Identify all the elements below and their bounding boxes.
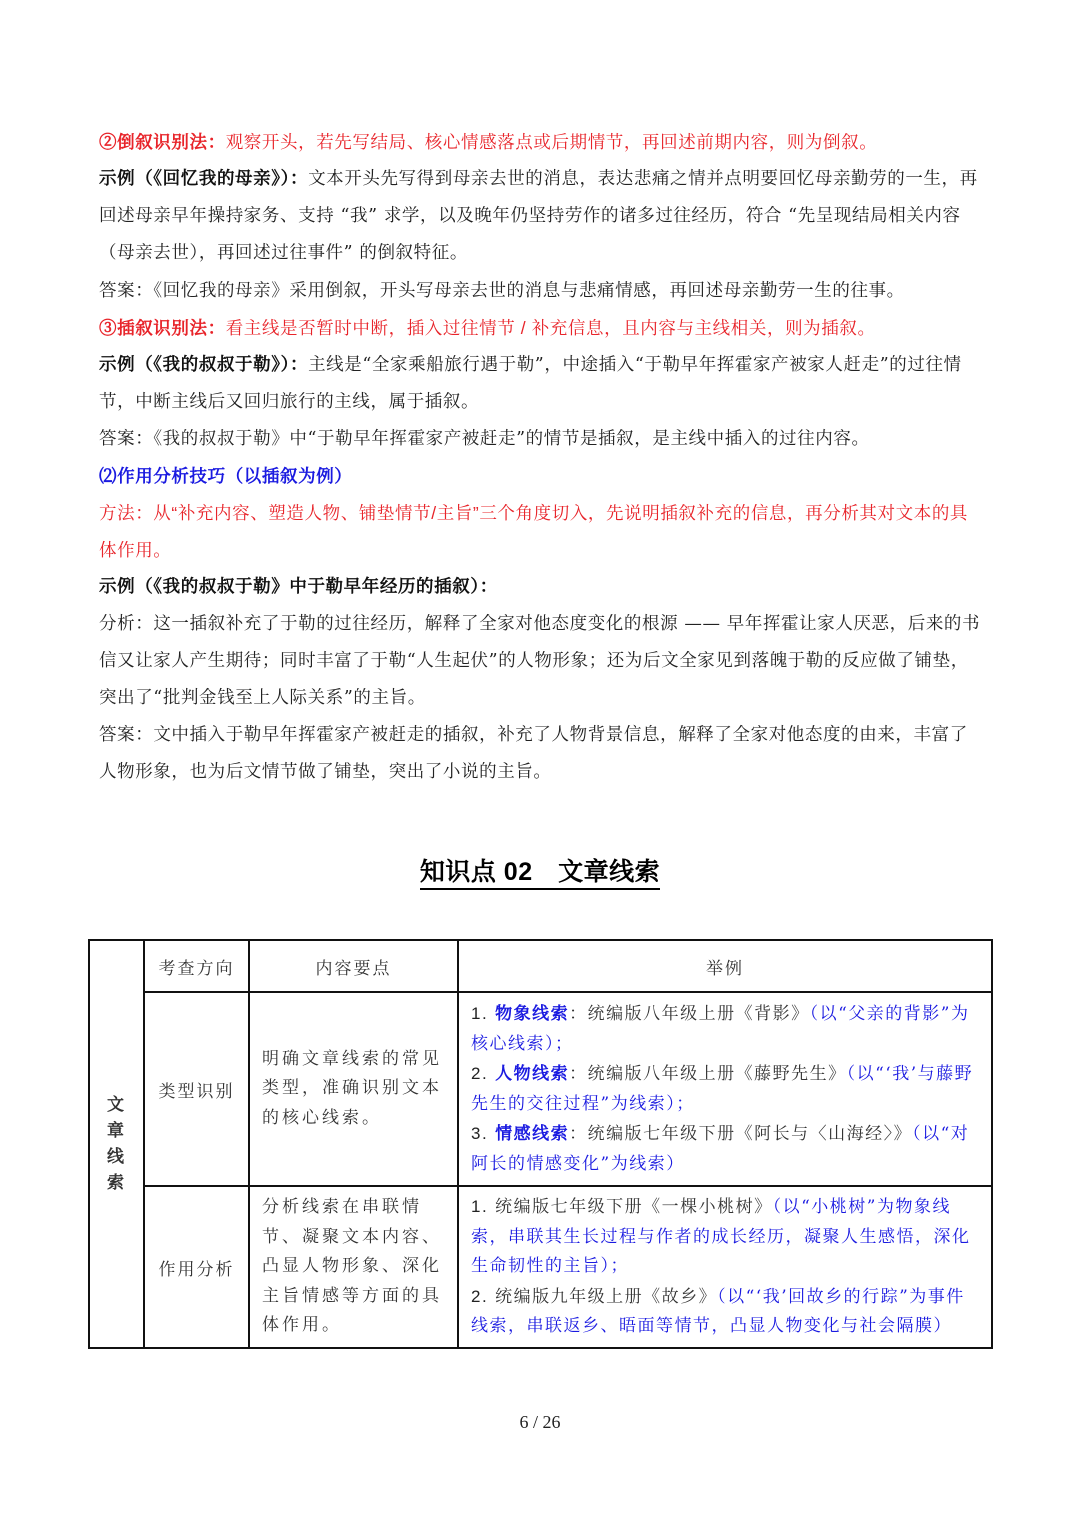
function-answer-text: 文中插入于勒早年挥霍家产被赶走的插叙，补充了人物背景信息，解释了全家对他态度的由来，丰富了人物形象，也为后文情节做了铺垫，突出了小说的主旨。 bbox=[99, 725, 968, 782]
example-item: 1. 统编版七年级下册《一棵小桃树》（以“小桃树”为物象线索，串联其生长过程与作者的成长经历，凝聚人生感悟，深化生命韧性的主旨）； bbox=[471, 1197, 971, 1277]
clue-type: 情感线索 bbox=[495, 1124, 570, 1144]
table-header-row bbox=[89, 940, 992, 992]
clue-table bbox=[88, 939, 993, 1349]
knowledge-point-title-text: 知识点 02 文章线索 bbox=[420, 858, 660, 890]
interpolation-answer bbox=[99, 421, 984, 458]
flashback-heading-text: 观察开头，若先写结局、核心情感落点或后期情节，再回述前期内容，则为倒叙。 bbox=[225, 132, 878, 152]
function-example-label: 示例（《我的叔叔于勒》中于勒早年经历的插叙）： bbox=[99, 577, 498, 597]
row-direction: 类型识别 bbox=[144, 992, 249, 1186]
table-row bbox=[89, 992, 992, 1186]
clue-type: 物象线索 bbox=[495, 1004, 570, 1024]
flashback-answer bbox=[99, 273, 984, 310]
function-analysis-label: 分析： bbox=[99, 614, 154, 634]
function-analysis-text: 这一插叙补充了于勒的过往经历，解释了全家对他态度变化的根源 —— 早年挥霍让家人厌恶，后来的书信又让家人产生期待；同时丰富了于勒“人生起伏”的人物形象；还为后文全家见到落魄于勒的反应做了铺垫，突出了“批判金钱至上人际关系”的主旨。 bbox=[99, 614, 981, 708]
example-item: 2. 人物线索：统编版八年级上册《藤野先生》（以“‘我’与藤野先生的交往过程”为线索）； bbox=[471, 1064, 974, 1114]
function-answer bbox=[99, 717, 984, 791]
clue-type: 人物线索 bbox=[495, 1064, 570, 1084]
interpolation-heading bbox=[99, 310, 984, 348]
row-examples bbox=[458, 992, 992, 1186]
knowledge-point-title bbox=[0, 852, 1080, 888]
row-points: 明确文章线索的常见类型，准确识别文本的核心线索。 bbox=[249, 992, 458, 1186]
row-points: 分析线索在串联情节、凝聚文本内容、凸显人物形象、深化主旨情感等方面的具体作用。 bbox=[249, 1186, 458, 1348]
flashback-example-text: 文本开头先写得到母亲去世的消息，表达悲痛之情并点明要回忆母亲勤劳的一生，再回述母亲早年操持家务、支持 “我” 求学，以及晚年仍坚持劳作的诸多过往经历，符合 “先呈现结局相关内容（母亲去世），再回述过往事件” 的倒叙特征。 bbox=[99, 169, 978, 263]
interpolation-answer-text: 《我的叔叔于勒》中“于勒早年挥霍家产被赶走”的情节是插叙，是主线中插入的过往内容。 bbox=[153, 429, 870, 449]
flashback-example bbox=[99, 161, 984, 272]
function-answer-label: 答案： bbox=[99, 725, 154, 745]
table-side-label: 文章线索 bbox=[89, 940, 144, 1348]
flashback-answer-text: 《回忆我的母亲》采用倒叙，开头写母亲去世的消息与悲痛情感，再回述母亲勤劳一生的往事。 bbox=[153, 281, 905, 301]
example-item: 3. 情感线索：统编版七年级下册《阿长与〈山海经〉》（以“对阿长的情感变化”为线索） bbox=[471, 1124, 970, 1174]
header-examples: 举例 bbox=[458, 940, 992, 992]
interpolation-answer-label: 答案： bbox=[99, 429, 154, 449]
flashback-heading-label: ②倒叙识别法： bbox=[99, 132, 226, 152]
row-direction: 作用分析 bbox=[144, 1186, 249, 1348]
flashback-answer-label: 答案： bbox=[99, 281, 154, 301]
flashback-example-label: 示例（《回忆我的母亲》）： bbox=[99, 169, 309, 189]
table-row bbox=[89, 1186, 992, 1348]
example-item: 1. 物象线索：统编版八年级上册《背影》（以“父亲的背影”为核心线索）； bbox=[471, 1004, 970, 1054]
function-analysis bbox=[99, 606, 984, 717]
example-item: 2. 统编版九年级上册《故乡》（以“‘我’回故乡的行踪”为事件线索，串联返乡、晤面等情节，凸显人物变化与社会隔膜） bbox=[471, 1286, 965, 1337]
header-direction: 考查方向 bbox=[144, 940, 249, 992]
interpolation-example-label: 示例（《我的叔叔于勒》）： bbox=[99, 355, 309, 375]
interpolation-heading-text: 看主线是否暂时中断，插入过往情节 / 补充信息，且内容与主线相关，则为插叙。 bbox=[225, 318, 876, 338]
interpolation-example bbox=[99, 347, 984, 421]
flashback-heading bbox=[99, 124, 984, 162]
function-method: 方法：从“补充内容、塑造人物、铺垫情节/主旨”三个角度切入，先说明插叙补充的信息，再分析其对文本的具体作用。 bbox=[99, 503, 969, 560]
page-number: 6 / 26 bbox=[519, 1412, 561, 1432]
interpolation-example-text: 主线是“全家乘船旅行遇于勒”，中途插入“于勒早年挥霍家产被家人赶走”的过往情节，中断主线后又回归旅行的主线，属于插叙。 bbox=[99, 355, 962, 412]
row-examples bbox=[458, 1186, 992, 1348]
function-heading: ⑵作用分析技巧（以插叙为例） bbox=[99, 466, 353, 486]
interpolation-heading-label: ③插叙识别法： bbox=[99, 318, 226, 338]
header-points: 内容要点 bbox=[249, 940, 458, 992]
